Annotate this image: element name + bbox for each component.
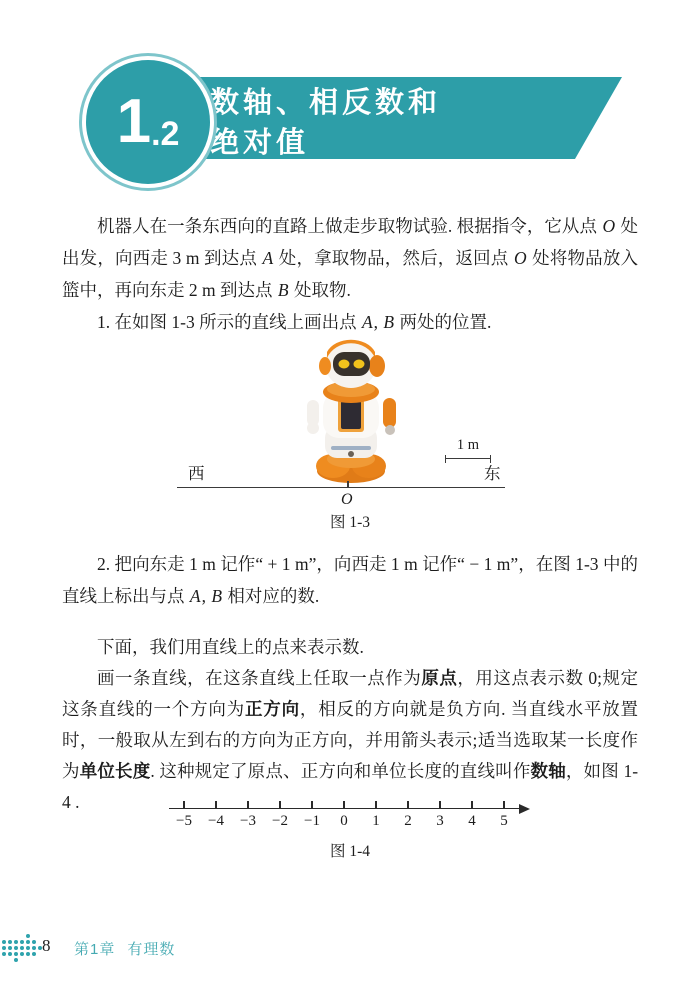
tick-mark [343, 801, 345, 808]
tick-mark [247, 801, 249, 808]
section-title [210, 83, 610, 163]
tick-label: 4 [468, 813, 476, 829]
key-term: 单位长度 [79, 761, 151, 781]
page-number: 8 [42, 936, 51, 955]
tick-label: 2 [404, 813, 412, 829]
figure-1-4-caption: 图 1-4 [329, 843, 371, 860]
lead-sentence: 下面，我们用直线上的点来表示数. [97, 637, 364, 657]
tick-label: 0 [340, 813, 348, 829]
math-variable: B [211, 585, 223, 606]
origin-label: O [341, 491, 353, 508]
math-variable: A [361, 312, 373, 332]
tick-label: −1 [304, 813, 320, 829]
robot-illustration [295, 338, 407, 484]
intro-paragraph-block [62, 210, 638, 338]
tick-mark [279, 801, 281, 808]
task-item-2: 2. 把向东走 1 m 记作“ + 1 m”，向西走 1 m 记作“ − 1 m”，在图 1-3 中的直线上标出与点 A, B 相对应的数. [62, 554, 638, 606]
page-footer [0, 931, 699, 979]
key-term: 正方向 [244, 699, 300, 719]
chapter-title: 有理数 [127, 941, 176, 958]
chapter-number: 第1章 [74, 941, 116, 958]
tick-label: −2 [272, 813, 288, 829]
math-variable: A [189, 585, 201, 606]
tick-mark [375, 801, 377, 808]
section-title-line1: 数轴、相反数和 [210, 87, 442, 119]
chapter-heading [74, 938, 175, 959]
paragraph-number-axis-definition: 画一条直线，在这条直线上任取一点作为原点，用这点表示数 0;规定这条直线的一个方向为正方向，相反的方向就是负方向. 当直线水平放置时，一般取从左到右的方向为正方向，并用箭头表示;适当选取某一长度作为单位长度. 这种规定了原点、正方向和单位长度的直线叫作数轴，如图 1-4 . [62, 668, 639, 812]
figure-1-3 [62, 338, 638, 543]
tick-mark [471, 801, 473, 808]
west-label: 西 [188, 464, 205, 483]
tick-mark [407, 801, 409, 808]
key-term: 数轴 [530, 761, 566, 781]
scale-label: 1 m [456, 437, 480, 453]
tick-mark [183, 801, 185, 808]
tick-mark [311, 801, 313, 808]
math-variable: B [277, 280, 289, 300]
tick-label: 5 [500, 813, 508, 829]
math-variable: A [262, 248, 274, 268]
east-label: 东 [484, 464, 501, 483]
ground-line [177, 487, 505, 488]
math-variable: O [602, 216, 616, 236]
tick-label: 1 [372, 813, 380, 829]
tick-mark [215, 801, 217, 808]
section-number-minor: .2 [151, 115, 180, 153]
figure-1-4 [62, 793, 638, 868]
section-number-badge [86, 60, 210, 184]
tick-label: 3 [436, 813, 444, 829]
task-item-1: 1. 在如图 1-3 所示的直线上画出点 A, B 两处的位置. [97, 312, 492, 332]
section-number-major: 1 [116, 87, 152, 156]
tick-label: −3 [240, 813, 256, 829]
origin-tick [347, 481, 349, 487]
tick-mark [439, 801, 441, 808]
number-line [169, 808, 521, 809]
tick-label: −4 [208, 813, 224, 829]
math-variable: B [383, 312, 395, 332]
section-title-line2: 绝对值 [210, 127, 310, 159]
footer-dots-icon [2, 934, 46, 968]
definition-paragraph-block [62, 632, 638, 818]
figure-1-3-caption: 图 1-3 [329, 514, 371, 531]
paragraph-robot-experiment: 机器人在一条东西向的直路上做走步取物试验. 根据指令，它从点 O 处出发，向西走 3 m 到达点 A 处，拿取物品，然后，返回点 O 处将物品放入篮中，再向东走 2 m 到达点 B 处取物. [62, 216, 639, 300]
math-variable: O [513, 248, 527, 268]
task-item-2-block [62, 549, 638, 612]
number-line-arrow-icon [519, 804, 530, 814]
tick-mark [503, 801, 505, 808]
tick-label: −5 [176, 813, 192, 829]
key-term: 原点 [421, 668, 458, 688]
